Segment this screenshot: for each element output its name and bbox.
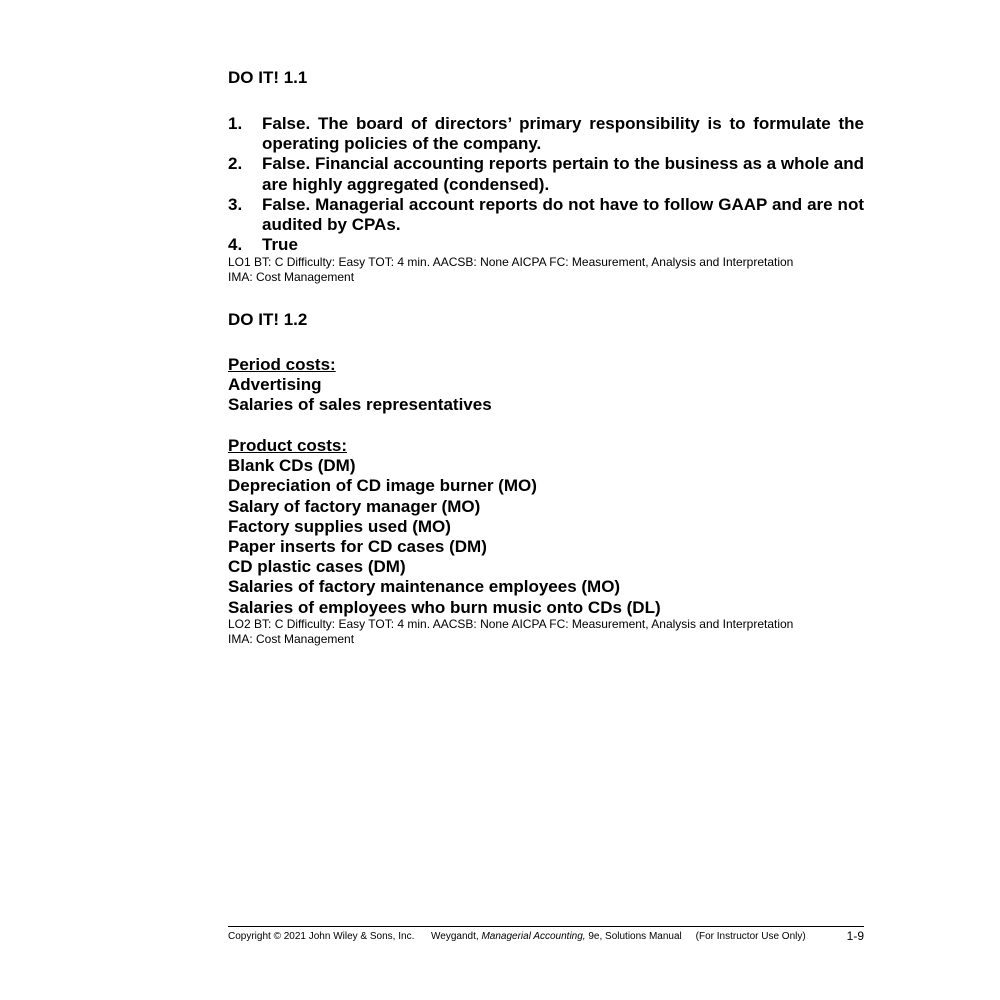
answer-number: 3.	[228, 194, 243, 214]
cost-item: Salaries of employees who burn music onto CDs (DL)	[228, 597, 661, 617]
answer-number: 4.	[228, 235, 243, 255]
answer-number: 2.	[228, 154, 243, 174]
page-number: 1-9	[846, 929, 864, 943]
answer-text: False. Financial accounting reports pertain to the business as a whole and are highly aggregated (condensed).	[262, 154, 864, 194]
cost-item: Factory supplies used (MO)	[228, 516, 451, 536]
cost-item: Blank CDs (DM)	[228, 456, 356, 476]
answer-text: False. The board of directors’ primary responsibility is to formulate the operating policies of the company.	[262, 114, 864, 154]
answer-item	[228, 114, 864, 154]
period-costs-block	[228, 355, 864, 416]
period-costs-heading	[228, 355, 864, 375]
metadata-line: IMA: Cost Management	[228, 632, 355, 646]
footer-copyright: Copyright © 2021 John Wiley & Sons, Inc.	[228, 931, 415, 942]
cost-item: CD plastic cases (DM)	[228, 557, 406, 577]
answer-list	[228, 114, 864, 255]
footer-edition: 9e, Solutions Manual	[588, 931, 682, 942]
footer-divider	[228, 926, 864, 927]
cost-item: Salary of factory manager (MO)	[228, 496, 481, 516]
cost-item: Paper inserts for CD cases (DM)	[228, 537, 487, 557]
answer-item	[228, 154, 864, 194]
cost-item: Salaries of sales representatives	[228, 395, 492, 415]
cost-item: Salaries of factory maintenance employees (MO)	[228, 577, 621, 597]
answer-item	[228, 195, 864, 235]
metadata-line: LO1 BT: C Difficulty: Easy TOT: 4 min. AACSB: None AICPA FC: Measurement, Analysis and Interpretation	[228, 255, 794, 269]
metadata-line: LO2 BT: C Difficulty: Easy TOT: 4 min. AACSB: None AICPA FC: Measurement, Analysis and Interpretation	[228, 617, 794, 631]
product-costs-heading: Product costs:	[228, 436, 348, 455]
answer-item	[228, 235, 864, 255]
period-costs-label: Period costs	[228, 355, 331, 374]
document-page	[228, 0, 864, 1000]
metadata-line: IMA: Cost Management	[228, 270, 355, 284]
answer-text: True	[262, 235, 298, 255]
period-costs-colon: :	[330, 355, 336, 374]
product-costs-block	[228, 436, 864, 618]
footer-usage-note: (For Instructor Use Only)	[695, 931, 806, 942]
answer-text: False. Managerial account reports do not have to follow GAAP and are not audited by CPAs.	[262, 194, 864, 235]
cost-item: Advertising	[228, 375, 322, 395]
footer-author: Weygandt,	[431, 931, 479, 942]
section-heading-do-it-1-1: DO IT! 1.1	[228, 68, 308, 87]
page-footer	[228, 930, 864, 943]
section-heading-do-it-1-2: DO IT! 1.2	[228, 310, 308, 329]
footer-book-title: Managerial Accounting,	[481, 931, 586, 942]
answer-number: 1.	[228, 114, 243, 133]
cost-item: Depreciation of CD image burner (MO)	[228, 476, 537, 496]
